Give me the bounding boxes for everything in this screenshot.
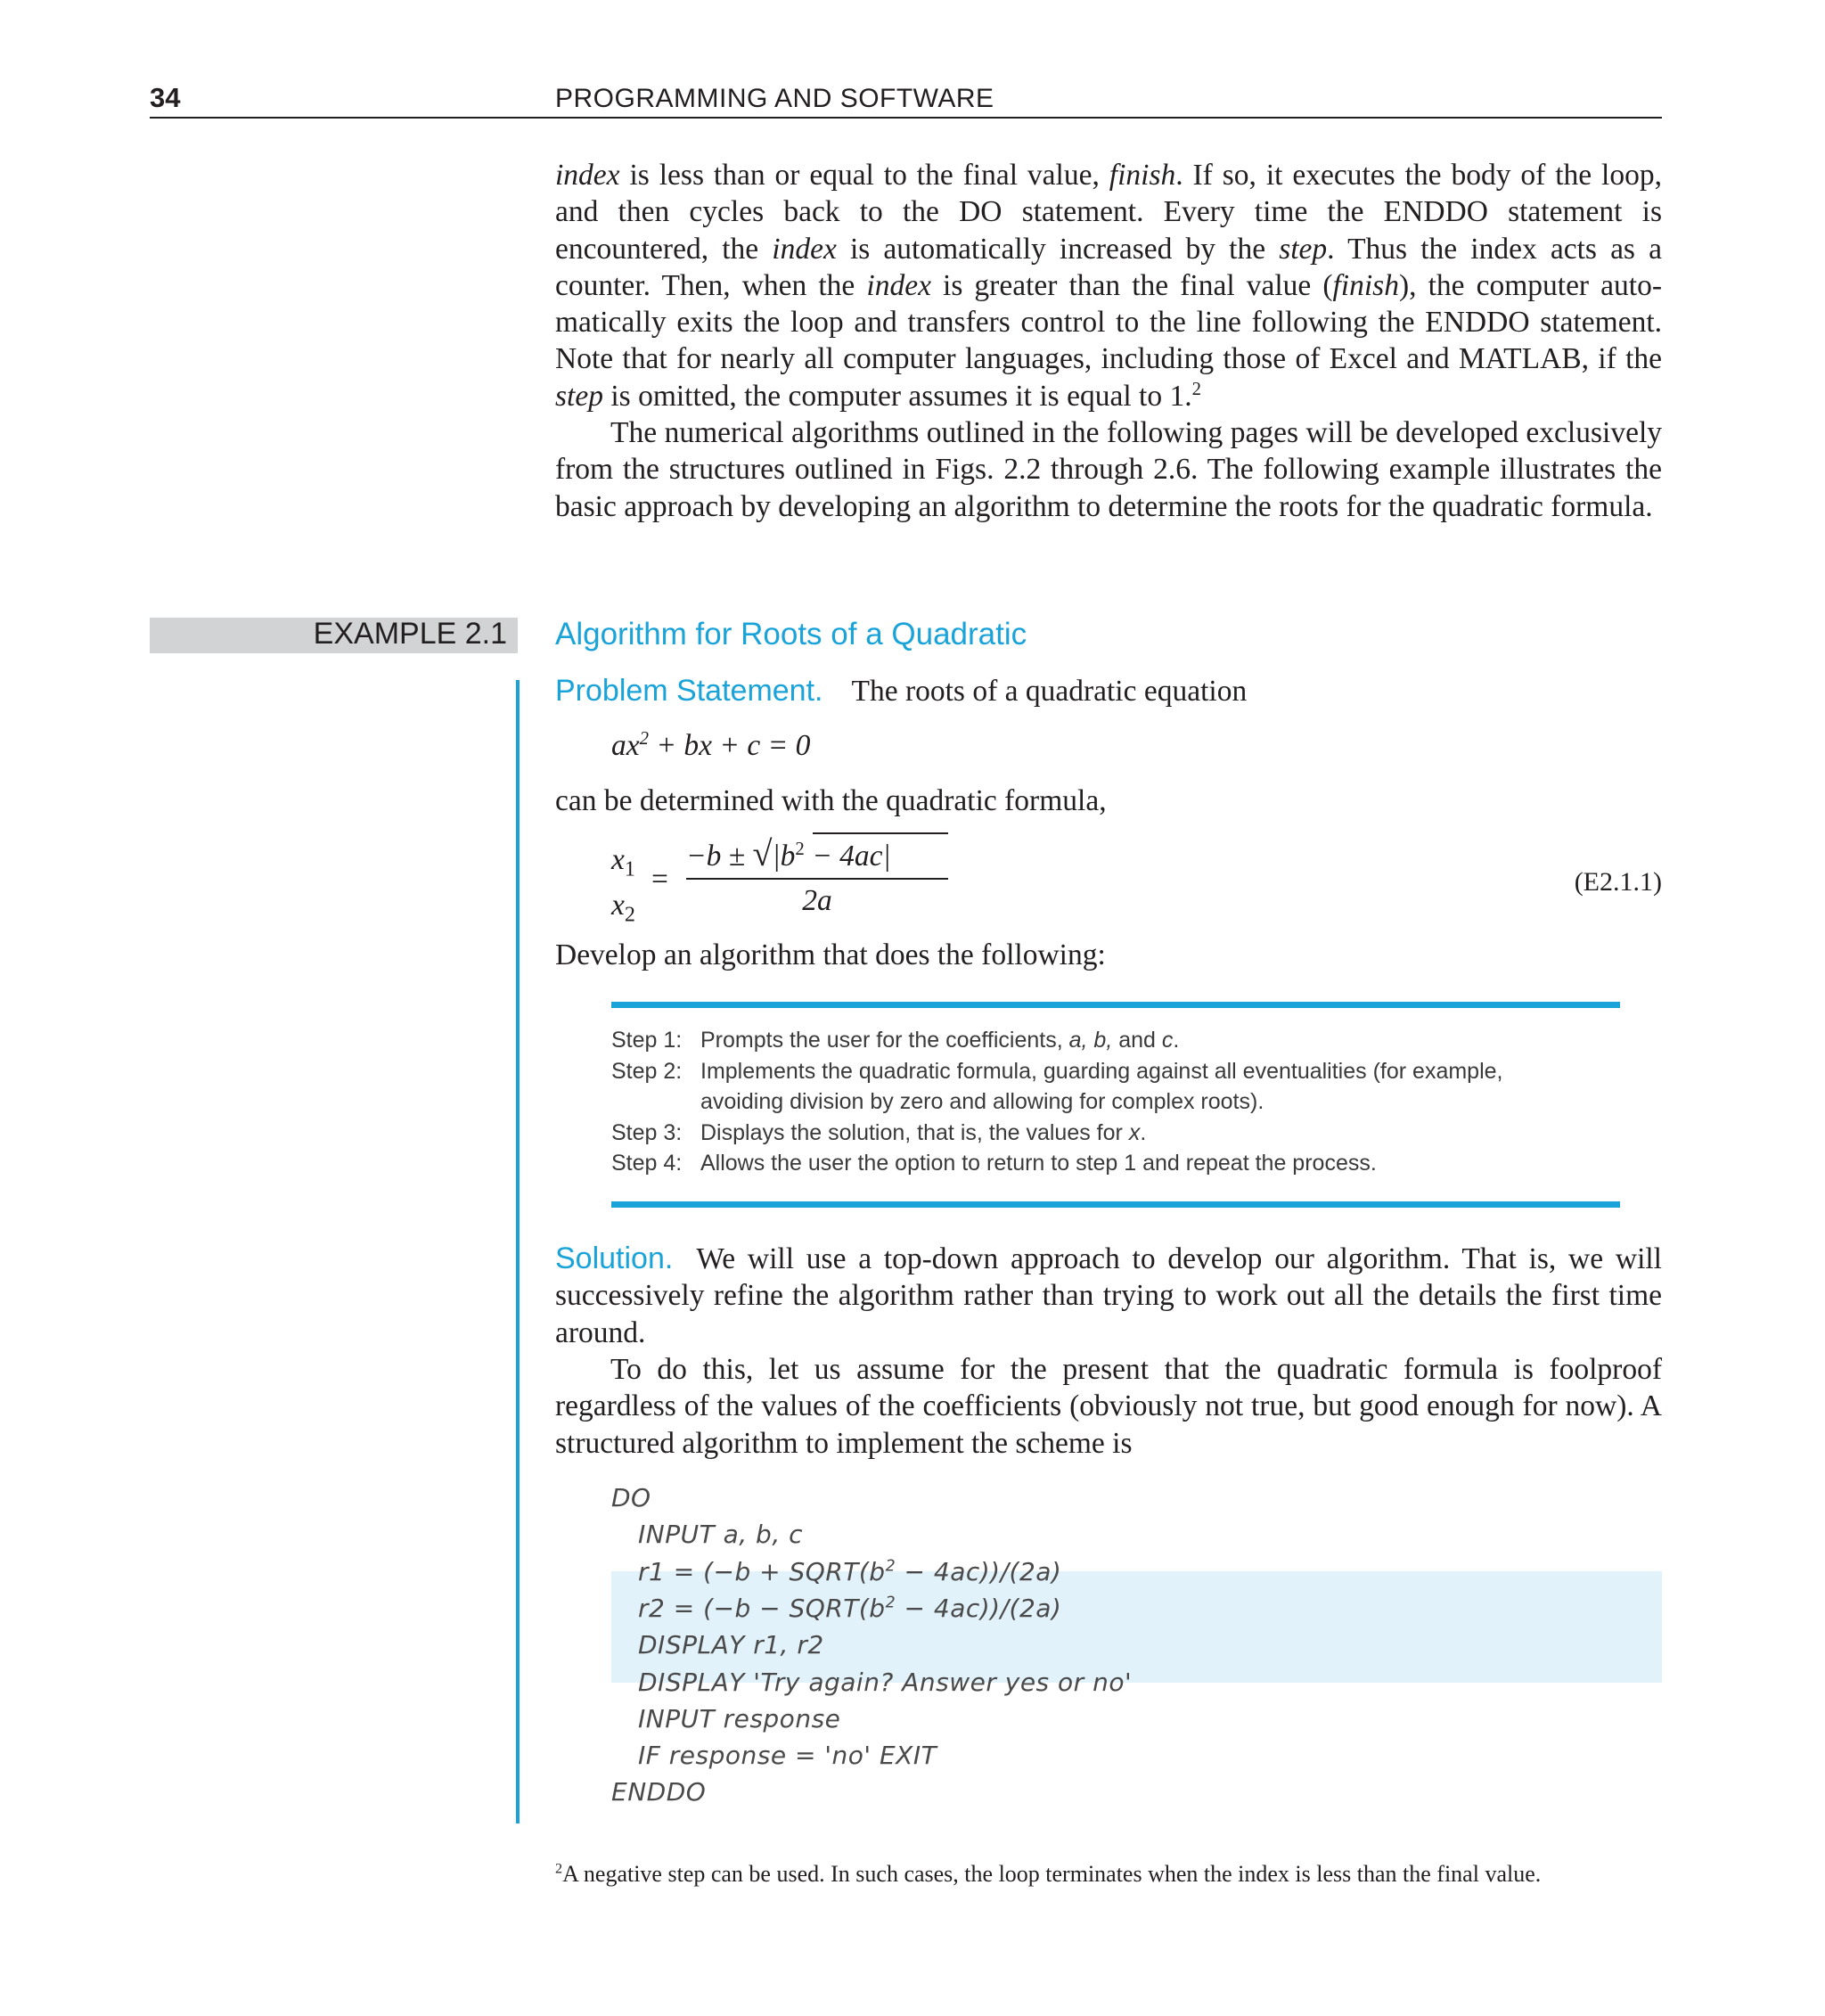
header-rule bbox=[150, 117, 1662, 119]
quadratic-equation bbox=[611, 729, 810, 763]
formula-numerator: $-b \pm √|b^2 - 4ac|$ bbox=[686, 833, 891, 873]
problem-text: The roots of a quadratic equation bbox=[851, 675, 1248, 708]
code-line: INPUT response bbox=[638, 1703, 841, 1733]
step-text: avoiding division by zero and allowing for complex roots). bbox=[700, 1089, 1264, 1114]
step-label: Step 4: bbox=[611, 1151, 683, 1176]
page-number: 34 bbox=[150, 82, 181, 113]
step-label: Step 2: bbox=[611, 1058, 683, 1084]
solution-paragraph-2: To do this, let us assume for the present that the quadratic formula is foolproof regardless of the values of the coefficients (obviously not true, but good enough for now). A structured algorithm to implement the scheme is bbox=[555, 1353, 1662, 1460]
step-item bbox=[611, 1056, 1502, 1087]
eq-ax: ax bbox=[611, 729, 640, 762]
step-text: Displays the solution, that is, the values for x. bbox=[700, 1119, 1147, 1145]
code-line: DO bbox=[611, 1483, 651, 1512]
problem-statement bbox=[555, 674, 1247, 709]
example-label: EXAMPLE 2.1 bbox=[313, 617, 507, 651]
equation-number: (E2.1.1) bbox=[1574, 867, 1662, 897]
step-item bbox=[611, 1118, 1146, 1149]
code-line: DISPLAY 'Try again? Answer yes or no' bbox=[638, 1667, 1133, 1697]
step-item bbox=[611, 1148, 1377, 1179]
solution-paragraph bbox=[555, 1241, 1662, 1351]
code-line: IF response = 'no' EXIT bbox=[638, 1741, 937, 1771]
radical-overline bbox=[813, 832, 948, 834]
footnote-marker: 2 bbox=[555, 1861, 563, 1877]
formula-x1: $x_1$ bbox=[611, 843, 635, 881]
problem-heading: Problem Statement. bbox=[555, 674, 823, 708]
fraction-bar bbox=[686, 878, 948, 880]
footnote bbox=[555, 1861, 1541, 1888]
footnote-text: A negative step can be used. In such cases, the loop terminates when the index is less than the final value. bbox=[562, 1861, 1542, 1887]
step-label: Step 1: bbox=[611, 1028, 683, 1053]
step-item bbox=[611, 1086, 1264, 1118]
formula-x2: $x_2$ bbox=[611, 889, 635, 927]
example-side-rule bbox=[516, 680, 520, 1823]
code-line: $r1 = (-b + SQRT(b^2 - 4ac))/(2a)$ bbox=[638, 1556, 1062, 1586]
steps-rule-top bbox=[611, 1002, 1620, 1008]
formula-intro-text: can be determined with the quadratic formula, bbox=[555, 784, 1107, 817]
step-text: Allows the user the option to return to step 1 and repeat the process. bbox=[700, 1151, 1377, 1176]
step-text: Prompts the user for the coefficients, a, b, and c. bbox=[700, 1028, 1180, 1053]
develop-text: Develop an algorithm that does the following: bbox=[555, 938, 1106, 971]
solution-heading: Solution. bbox=[555, 1242, 674, 1275]
step-item bbox=[611, 1025, 1179, 1056]
intro-paragraph-2: The numerical algorithms outlined in the following pages will be developed exclusively from the structures outlined in Figs. 2.2 through 2.6. The following example illustrates the basic approach by developing an algorithm to determine the roots for the quadratic formula. bbox=[555, 416, 1662, 523]
step-text: Implements the quadratic formula, guarding against all eventualities (for example, bbox=[700, 1058, 1503, 1084]
formula-equals: = bbox=[651, 863, 668, 896]
formula-denominator: 2a bbox=[802, 884, 832, 917]
code-line: $r2 = (-b - SQRT(b^2 - 4ac))/(2a)$ bbox=[638, 1593, 1062, 1623]
code-line: DISPLAY r1, r2 bbox=[638, 1630, 824, 1660]
steps-rule-bottom bbox=[611, 1201, 1620, 1208]
code-highlight bbox=[611, 1571, 1662, 1683]
example-title: Algorithm for Roots of a Quadratic bbox=[555, 617, 1027, 652]
eq-rest: + bx + c = 0 bbox=[649, 729, 811, 762]
eq-square: 2 bbox=[639, 727, 650, 749]
intro-paragraph-1: index is less than or equal to the final value, finish. If so, it executes the body of the loop, and then cycles back to the DO statement. Every time the ENDDO statement is encountered, the index is automatically increased by the step. Thus the index acts as a counter. Then, when the index is greater than the final value (finish), the computer automatically exits the loop and transfers control to the line following the ENDDO statement. Note that for nearly all computer languages, including those of Excel and MATLAB, if the step is omitted, the computer assumes it is equal to 1.$^2$ bbox=[555, 159, 1662, 413]
step-label: Step 3: bbox=[611, 1119, 683, 1145]
code-line: INPUT a, b, c bbox=[638, 1520, 804, 1550]
code-line: ENDDO bbox=[611, 1777, 707, 1807]
running-head: PROGRAMMING AND SOFTWARE bbox=[555, 84, 994, 113]
solution-text: We will use a top-down approach to develop our algorithm. That is, we will successively refine the algorithm rather than trying to work out all the details the first time around. bbox=[555, 1242, 1662, 1349]
